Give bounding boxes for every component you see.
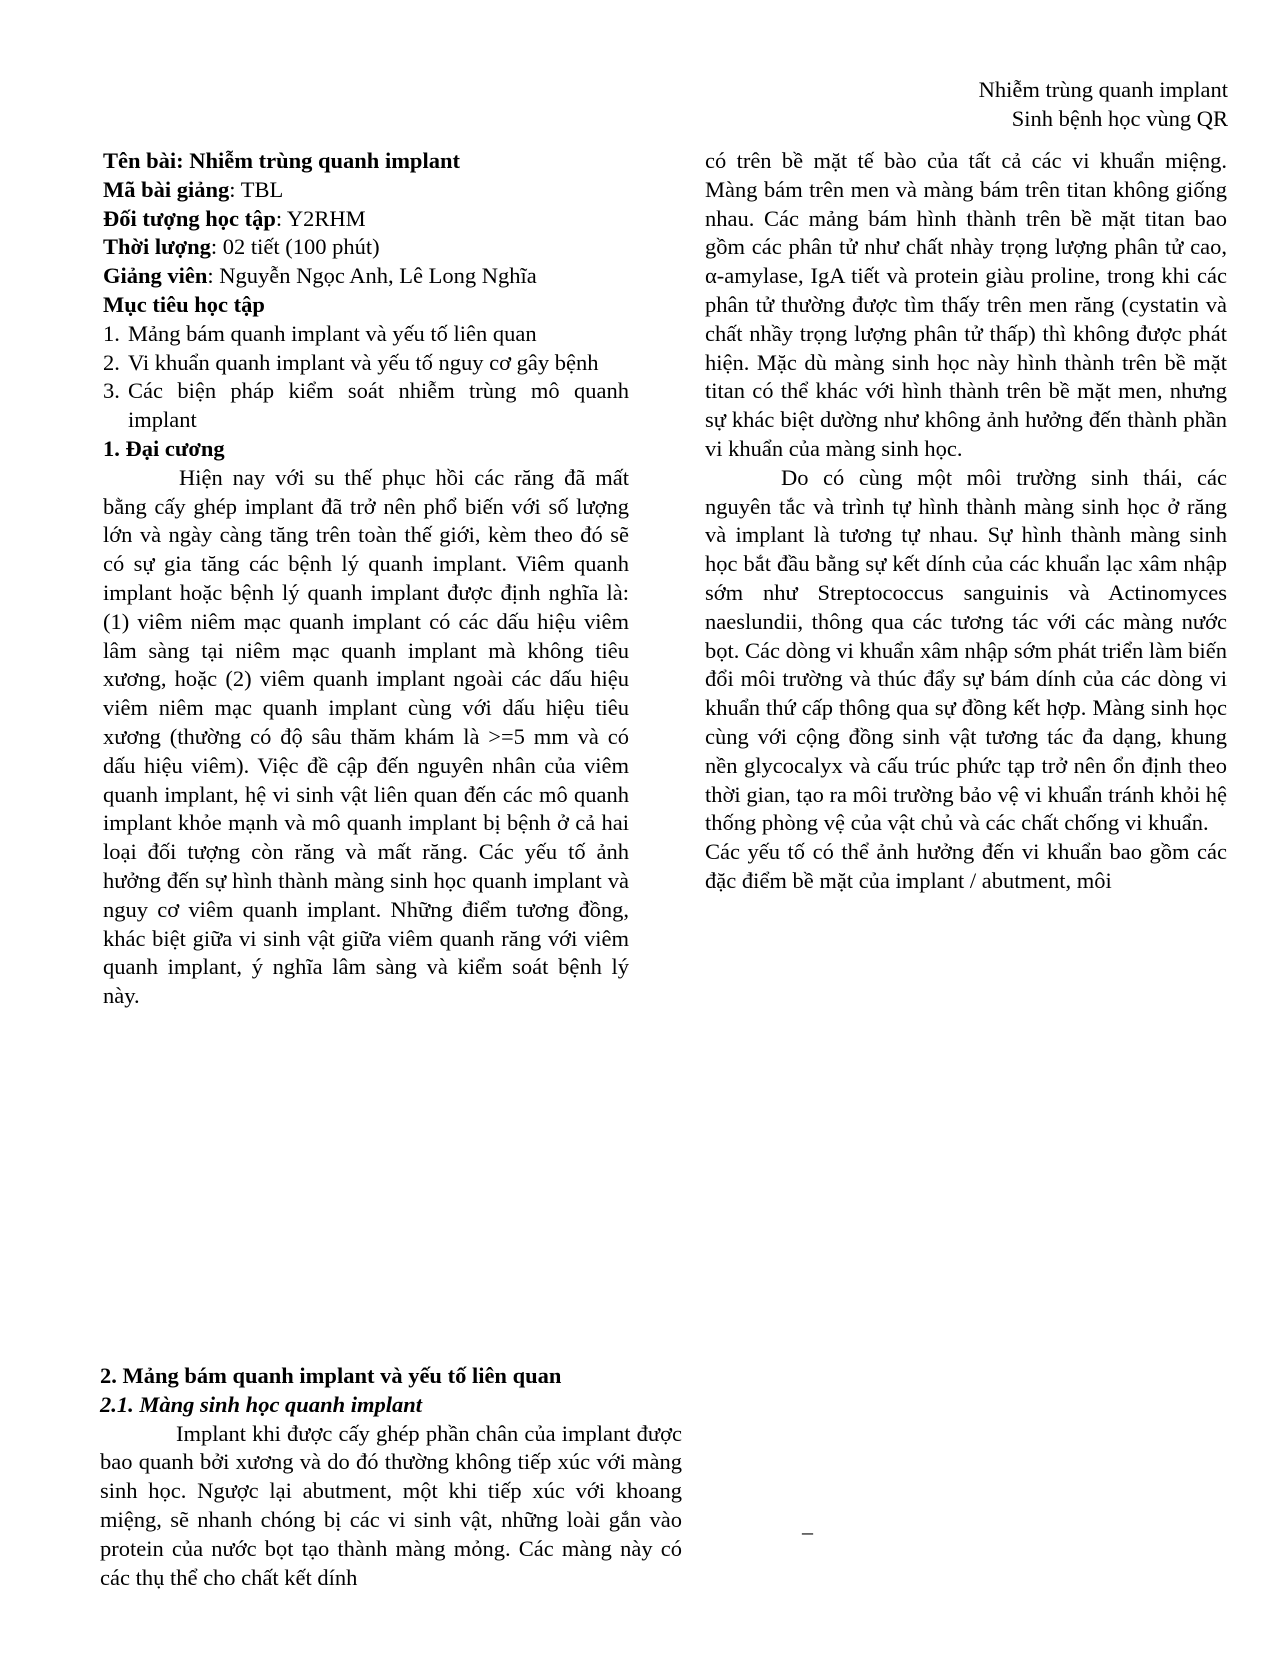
section-2-paragraph: Implant khi được cấy ghép phần chân của implant được bao quanh bởi xương và do đó thường không tiếp xúc với màng sinh học. Ngược lại abutment, một khi tiếp xúc với khoang miệng, sẽ nhanh chóng bị các vi sinh vật, những loài gắn vào protein của nước bọt tạo thành màng mỏng. Các màng này có các thụ thể cho chất kết dính bbox=[100, 1420, 682, 1590]
section-2-subheading: 2.1. Màng sinh học quanh implant bbox=[100, 1391, 422, 1417]
lesson-title: Tên bài: Nhiễm trùng quanh implant bbox=[103, 148, 460, 173]
list-item: 1. Mảng bám quanh implant và yếu tố liên quan bbox=[103, 320, 537, 346]
header-line-1: Nhiễm trùng quanh implant bbox=[978, 77, 1228, 102]
right-column bbox=[705, 147, 1227, 896]
lesson-audience: Đối tượng học tập: Y2RHM bbox=[103, 205, 366, 231]
objectives-list bbox=[103, 320, 629, 435]
header-line-2: Sinh bệnh học vùng QR bbox=[1011, 105, 1228, 131]
right-paragraph-3: Các yếu tố có thể ảnh hưởng đến vi khuẩn bao gồm các đặc điểm bề mặt của implant / abutment, môi bbox=[705, 839, 1227, 893]
stray-mark: – bbox=[802, 1519, 813, 1544]
lesson-code: Mã bài giảng: TBL bbox=[103, 176, 284, 202]
right-paragraph-1: có trên bề mặt tế bào của tất cả các vi khuẩn miệng. Màng bám trên men và màng bám trên titan không giống nhau. Các mảng bám hình thành trên bề mặt titan bao gồm các phân tử như chất nhày trọng lượng phân tử cao, α-amylase, IgA tiết và protein giàu proline, trong khi các phân tử thường được tìm thấy trên men răng (cystatin và chất nhầy trọng lượng phân tử thấp) thì không được phát hiện. Mặc dù màng sinh học này hình thành trên bề mặt titan có thể khác với hình thành trên bề mặt men, nhưng sự khác biệt dường như không ảnh hưởng đến thành phần vi khuẩn của màng sinh học. bbox=[705, 148, 1227, 461]
section-2 bbox=[100, 1362, 682, 1592]
page-header bbox=[979, 76, 1228, 134]
section-2-heading: 2. Mảng bám quanh implant và yếu tố liên quan bbox=[100, 1363, 562, 1388]
objectives-heading: Mục tiêu học tập bbox=[103, 291, 265, 317]
list-item: 2. Vi khuẩn quanh implant và yếu tố nguy cơ gây bệnh bbox=[103, 349, 599, 375]
list-item: 3. Các biện pháp kiểm soát nhiễm trùng mô quanh implant bbox=[103, 378, 629, 433]
left-column bbox=[103, 147, 629, 1011]
section-1-paragraph: Hiện nay với su thế phục hồi các răng đã mất bằng cấy ghép implant đã trở nên phổ biến với số lượng lớn và ngày càng tăng trên toàn thế giới, kèm theo đó sẽ có sự gia tăng các bệnh lý quanh implant. Viêm quanh implant hoặc bệnh lý quanh implant được định nghĩa là: (1) viêm niêm mạc quanh implant có các dấu hiệu viêm lâm sàng tại niêm mạc quanh implant mà không tiêu xương, hoặc (2) viêm quanh implant ngoài các dấu hiệu viêm niêm mạc quanh implant cùng với dấu hiệu tiêu xương (thường có độ sâu thăm khám là >=5 mm và có dấu hiệu viêm). Việc đề cập đến nguyên nhân của viêm quanh implant, hệ vi sinh vật liên quan đến các mô quanh implant khỏe mạnh và mô quanh implant bị bệnh ở cả hai loại đối tượng còn răng và mất răng. Các yếu tố ảnh hưởng đến sự hình thành màng sinh học quanh implant và nguy cơ viêm quanh implant. Những điểm tương đồng, khác biệt giữa vi sinh vật giữa viêm quanh răng với viêm quanh implant, ý nghĩa lâm sàng và kiểm soát bệnh lý này. bbox=[103, 464, 629, 1009]
right-paragraph-2: Do có cùng một môi trường sinh thái, các nguyên tắc và trình tự hình thành màng sinh học ở răng và implant là tương tự nhau. Sự hình thành màng sinh học bắt đầu bằng sự kết dính của các khuẩn lạc xâm nhập sớm như Streptococcus sanguinis và Actinomyces naeslundii, thông qua các tương tác với các màng nước bọt. Các dòng vi khuẩn xâm nhập sớm phát triển làm biến đổi môi trường và thúc đẩy sự bám dính của các dòng vi khuẩn thứ cấp thông qua sự đồng kết hợp. Màng sinh học cùng với cộng đồng sinh vật tương tác đa dạng, khung nền glycocalyx và cấu trúc phức tạp trở nên ổn định theo thời gian, tạo ra môi trường bảo vệ vi khuẩn tránh khỏi hệ thống phòng vệ của vật chủ và các chất chống vi khuẩn. bbox=[705, 464, 1227, 836]
lesson-duration: Thời lượng: 02 tiết (100 phút) bbox=[103, 234, 380, 260]
lesson-lecturer: Giảng viên: Nguyễn Ngọc Anh, Lê Long Nghĩa bbox=[103, 263, 537, 289]
section-1-heading: 1. Đại cương bbox=[103, 435, 225, 461]
